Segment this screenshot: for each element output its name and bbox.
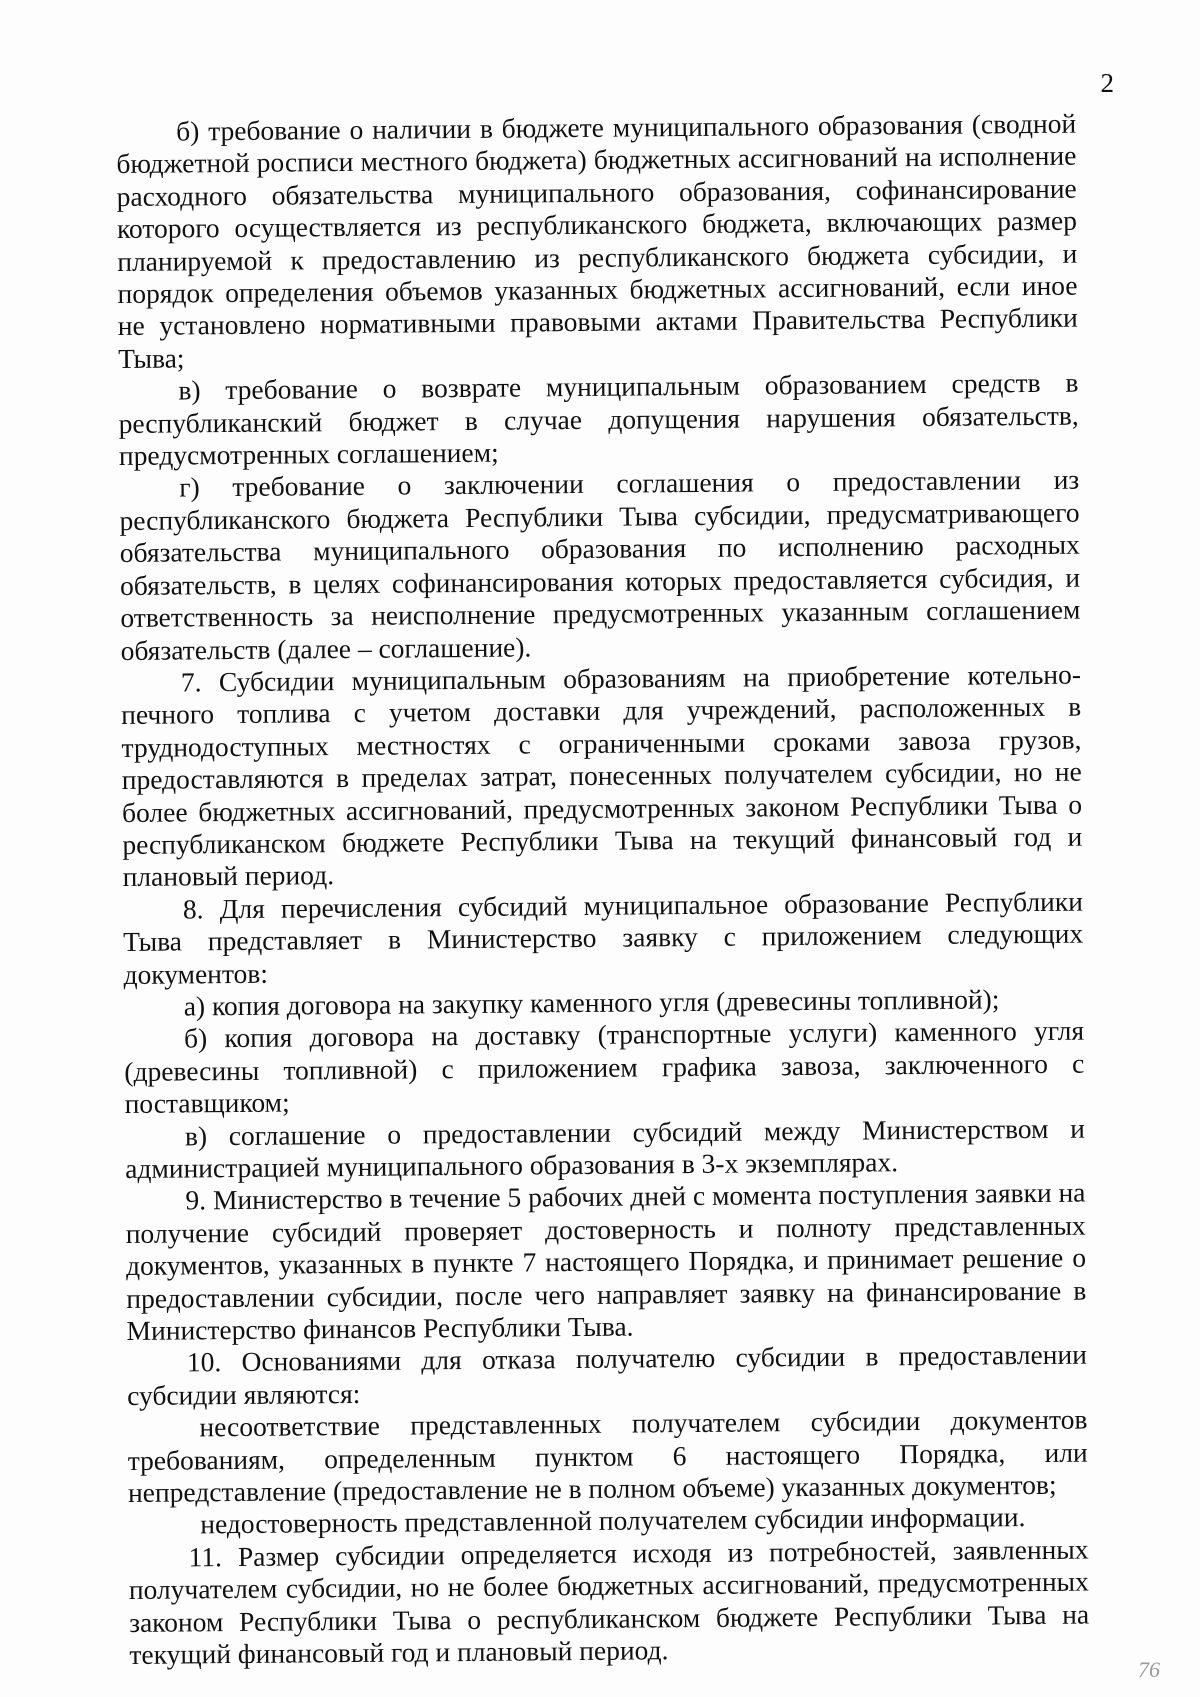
paragraph-10-nonconformity: несоответствие представленных получателем субсидии документов требованиям, определенным пунктом 6 настоящего Порядка, или непредставление (предоставление не в полном объеме) указанных документов; xyxy=(127,1403,1088,1509)
paragraph-8v-agreement-copies: в) соглашение о предоставлении субсидий между Министерством и администрацией муниципального образования в 3-х экземплярах. xyxy=(125,1112,1086,1184)
handwritten-page-mark: 76 xyxy=(1138,1657,1160,1682)
paragraph-v-refund-requirement: в) требование о возврате муниципальным образованием средств в республиканский бюджет в случае допущения нарушения обязательств, предусмотренных соглашением; xyxy=(118,366,1079,472)
paragraph-11-subsidy-size: 11. Размер субсидии определяется исходя из потребностей, заявленных получателем субсидии, но не более бюджетных ассигнований, предусмотренных законом Республики Тыва о республиканском бюджете Республики Тыва на текущий финансовый год и плановый период. xyxy=(128,1533,1090,1671)
paragraph-8-application: 8. Для перечисления субсидий муниципальное образование Республики Тыва представляет в Министерство заявку с приложением следующих документов: xyxy=(123,885,1084,990)
paragraph-b-budget-requirement: б) требование о наличии в бюджете муниципального образования (сводной бюджетной росписи местного бюджета) бюджетных ассигнований на исполнение расходного обязательства муниципального образования, софинансирование которого осуществляется из республиканского бюджета, включающих размер планируемой к предоставлению из республиканского бюджета субсидии, и порядок определения объемов указанных бюджетных ассигнований, если иное не установлено нормативными правовыми актами Правительства Республики Тыва; xyxy=(116,107,1078,374)
paragraph-10-unreliable-info: недостоверность представленной получателем субсидии информации. xyxy=(200,1501,1026,1540)
paragraph-8a-coal-purchase: а) копия договора на закупку каменного угля (древесины топливной); xyxy=(183,983,1000,1022)
document-body xyxy=(116,108,1090,1672)
paragraph-g-agreement-requirement: г) требование о заключении соглашения о предоставлении из республиканского бюджета Республики Тыва субсидии, предусматривающего обязательства муниципального образования по исполнению расходных обязательств, в целях софинансирования которых предоставляется субсидия, и ответственность за неисполнение предусмотренных указанным соглашением обязательств (далее – соглашение). xyxy=(119,464,1081,666)
paragraph-9-review: 9. Министерство в течение 5 рабочих дней с момента поступления заявки на получение субсидий проверяет достоверность и полноту представленных документов, указанных в пункте 7 настоящего Порядка, и принимает решение о предоставлении субсидии, после чего направляет заявку на финансирование в Министерство финансов Республики Тыва. xyxy=(125,1176,1087,1346)
page-number: 2 xyxy=(1100,68,1114,98)
paragraph-8b-delivery-contract: б) копия договора на доставку (транспортные услуги) каменного угля (древесины топливной) с приложением графика завоза, заключенного с поставщиком; xyxy=(124,1014,1085,1120)
paragraph-10-refusal-grounds: 10. Основаниями для отказа получателю субсидии в предоставлении субсидии являются: xyxy=(127,1339,1087,1411)
paragraph-7-subsidy-limits: 7. Субсидии муниципальным образованиям на приобретение котельно-печного топлива с учетом доставки для учреждений, расположенных в труднодоступных местностях с ограниченными сроками завоза грузов, предоставляются в пределах затрат, понесенных получателем субсидии, но не более бюджетных ассигнований, предусмотренных законом Республики Тыва о республиканском бюджете Республики Тыва на текущий финансовый год и плановый период. xyxy=(121,658,1083,893)
